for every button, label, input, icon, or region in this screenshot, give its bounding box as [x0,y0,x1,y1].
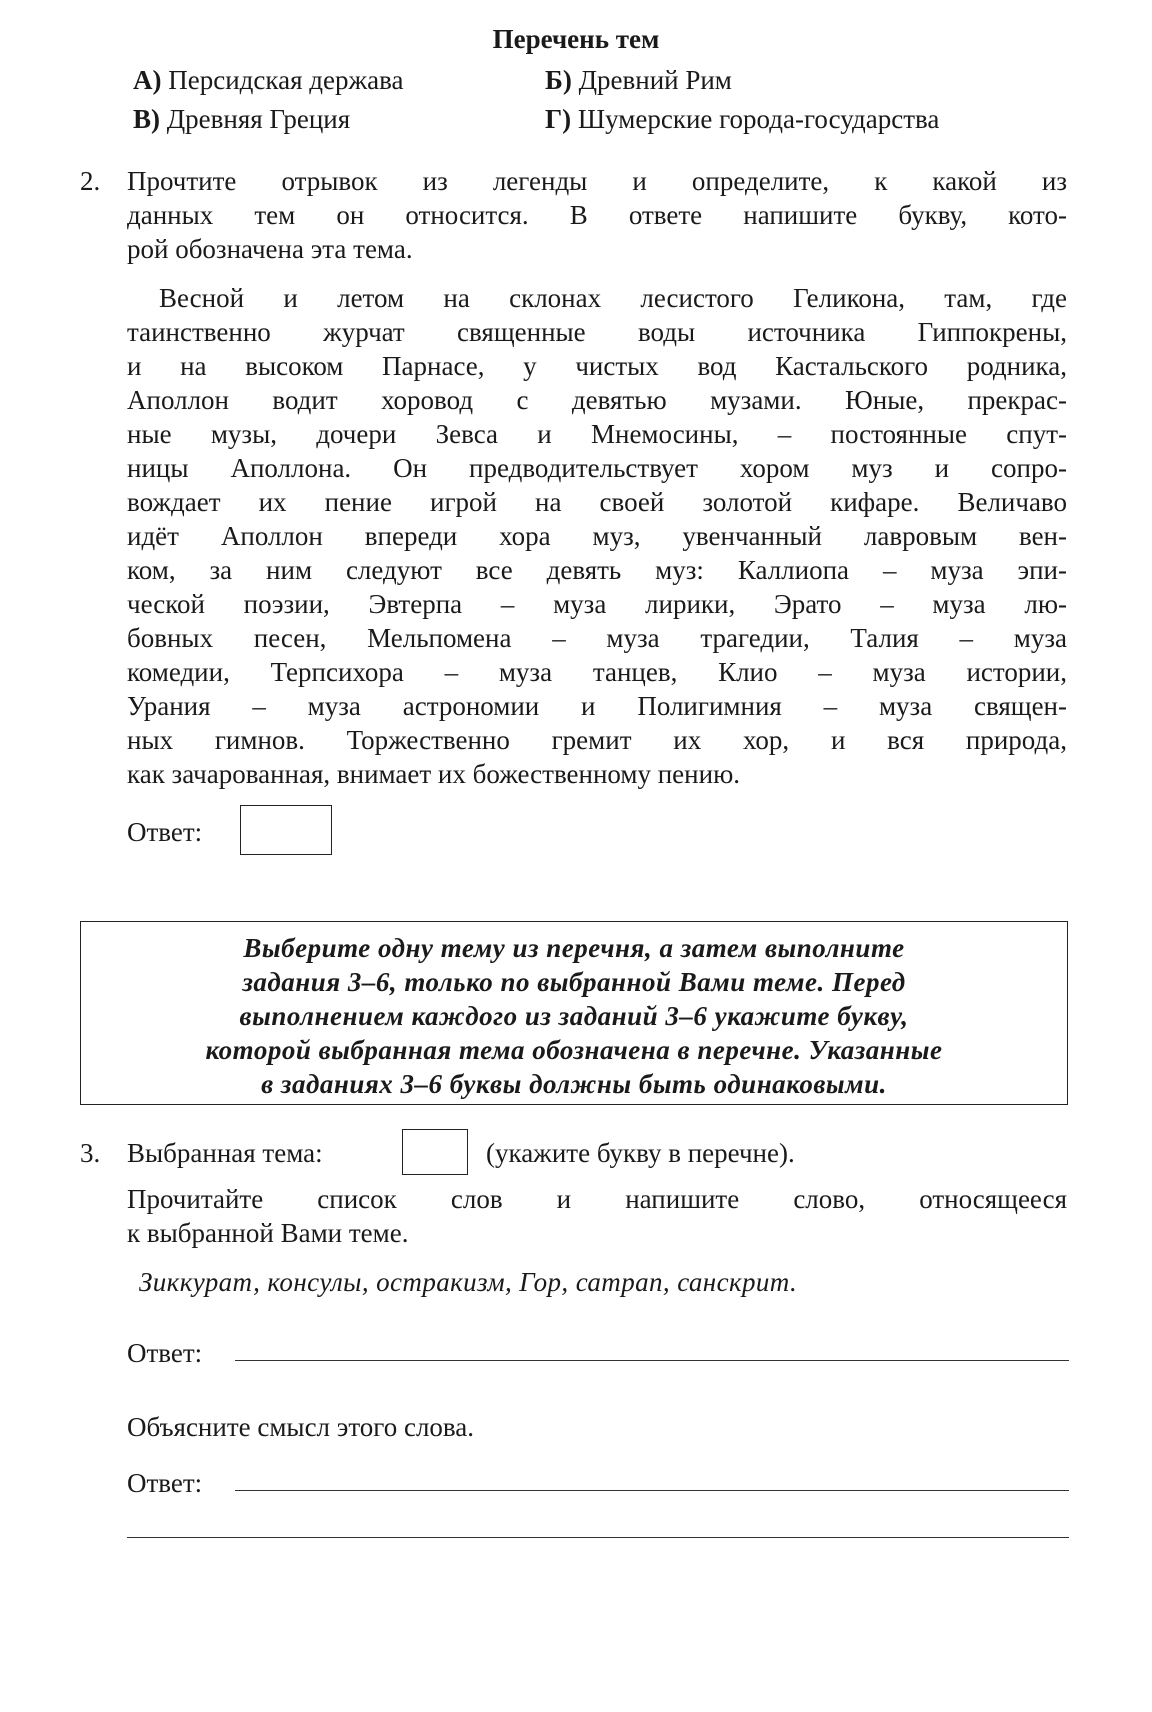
passage-line: ные музы, дочери Зевса и Мнемосины, – постоянные спут- [127,419,1067,449]
passage-line: комедии, Терпсихора – муза танцев, Клио – муза истории, [127,657,1067,687]
instruction-line: которой выбранная тема обозначена в перечне. Указанные [205,1035,943,1065]
legend-passage [127,281,1067,791]
passage-line: ком, за ним следуют все девять муз: Каллиопа – муза эпи- [127,555,1067,585]
q3-explain-prompt: Объясните смысл этого слова. [127,1412,475,1442]
passage-line: идёт Аполлон впереди хора муз, увенчанный лавровым вен- [127,521,1067,551]
q3-answer-line-3[interactable] [127,1537,1069,1538]
passage-line: как зачарованная, внимает их божественному пению. [127,759,740,789]
q3-answer-label-1: Ответ: [127,1338,203,1368]
q2-number: 2. [80,166,101,196]
topics-title: Перечень тем [492,24,660,54]
q2-answer-label: Ответ: [127,817,203,847]
instruction-line: выполнением каждого из заданий 3–6 укажите букву, [239,1001,909,1031]
topic-a-text: Персидская держава [168,65,404,95]
topic-d-letter: Г) [545,104,572,134]
q3-word-list: Зиккурат, консулы, остракизм, Гор, сатрап, санскрит. [139,1267,798,1297]
instruction-line: Выберите одну тему из перечня, а затем выполните [243,933,905,963]
passage-line: ницы Аполлона. Он предводительствует хором муз и сопро- [127,453,1067,483]
passage-line: ных гимнов. Торжественно гремит их хор, и вся природа, [127,725,1067,755]
instruction-line: задания 3–6, только по выбранной Вами теме. Перед [242,967,906,997]
topic-d-text: Шумерские города-государства [577,104,940,134]
topic-b-letter: Б) [545,65,572,95]
q3-answer-line-2[interactable] [235,1490,1069,1491]
q3-topic-hint: (укажите букву в перечне). [486,1138,795,1168]
instruction-line: в заданиях 3–6 буквы должны быть одинаковыми. [261,1069,887,1099]
topic-b-text: Древний Рим [578,65,732,95]
q2-prompt-line: рой обозначена эта тема. [127,234,413,264]
q3-topic-label: Выбранная тема: [127,1138,323,1168]
q3-prompt [127,1182,1067,1250]
topic-c-letter: В) [133,104,160,134]
topic-d [545,102,939,136]
passage-line: вождает их пение игрой на своей золотой кифаре. Величаво [127,487,1067,517]
q3-prompt-line: Прочитайте список слов и напишите слово, относящееся [127,1184,1067,1214]
q2-prompt-line: Прочтите отрывок из легенды и определите, к какой из [127,166,1067,196]
passage-line: Аполлон водит хоровод с девятью музами. Юные, прекрас- [127,385,1067,415]
topic-a-letter: А) [133,65,162,95]
instruction-box [80,921,1068,1105]
passage-line: и на высоком Парнасе, у чистых вод Кастальского родника, [127,351,1067,381]
passage-line: таинственно журчат священные воды источника Гиппокрены, [127,317,1067,347]
topic-a [133,63,404,97]
passage-line: ческой поэзии, Эвтерпа – муза лирики, Эрато – муза лю- [127,589,1067,619]
topic-c [133,102,350,136]
q3-prompt-line: к выбранной Вами теме. [127,1218,409,1248]
q2-answer-box[interactable] [240,805,332,855]
topic-b [545,63,732,97]
q3-number: 3. [80,1138,101,1168]
q3-answer-line-1[interactable] [235,1360,1069,1361]
q3-answer-label-2: Ответ: [127,1468,203,1498]
q2-prompt-line: данных тем он относится. В ответе напишите букву, кото- [127,200,1067,230]
passage-line: Урания – муза астрономии и Полигимния – муза священ- [127,691,1067,721]
q2-prompt [127,164,1067,266]
passage-line: Весной и летом на склонах лесистого Геликона, там, где [159,283,1067,313]
passage-line: бовных песен, Мельпомена – муза трагедии, Талия – муза [127,623,1067,653]
topic-c-text: Древняя Греция [166,104,351,134]
q3-topic-box[interactable] [402,1129,468,1175]
